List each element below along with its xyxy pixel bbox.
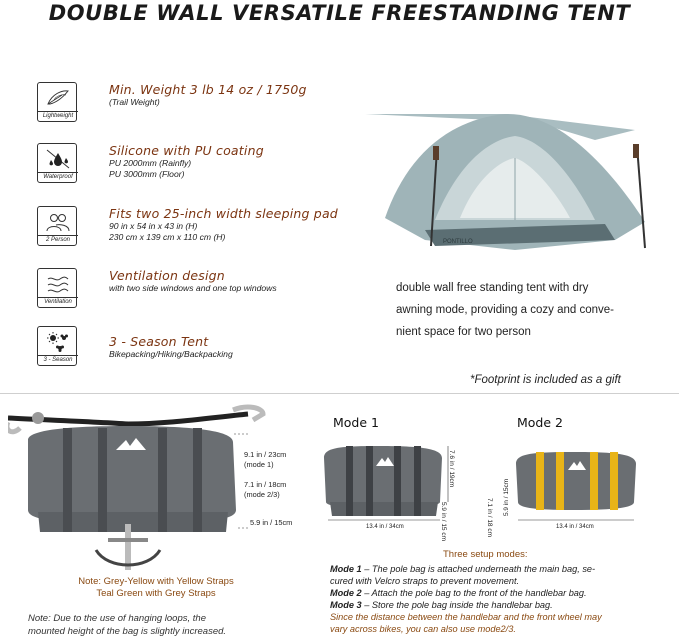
tent-description-line: nient space for two person (396, 326, 531, 338)
feature-title: 3 - Season Tent (109, 334, 209, 349)
two-person-icon (44, 210, 72, 234)
feature-three-season (37, 326, 367, 378)
color-note: Note: Grey-Yellow with Yellow Straps Teal Green with Grey Straps (78, 576, 234, 599)
bag-height-dim: 9.1 in / 23cm (mode 1) (244, 450, 287, 469)
tent-brand: PONTILLO (443, 239, 473, 245)
feature-detail: PU 3000mm (Floor) (109, 169, 185, 179)
setup-modes-heading: Three setup modes: (443, 549, 528, 560)
feather-icon (44, 86, 72, 110)
setup-warning: Since the distance between the handlebar and the front wheel may (330, 612, 602, 622)
feature-detail: PU 2000mm (Rainfly) (109, 158, 192, 168)
feature-title: Min. Weight 3 lb 14 oz / 1750g (109, 82, 307, 97)
feature-waterproof (37, 143, 367, 195)
feature-ventilation (37, 268, 367, 320)
feature-detail: 90 in x 54 in x 43 in (H) (109, 221, 198, 231)
setup-mode-1-cont: cured with Velcro straps to prevent movement. (330, 576, 520, 586)
seasons-icon (44, 330, 72, 354)
handlebar-bag-image (8, 400, 268, 570)
section-divider (0, 393, 679, 394)
mode-1-depth-dim: 5.9 in / 15 cm (440, 502, 447, 542)
page-title: DOUBLE WALL VERSATILE FREESTANDING TENT (48, 1, 631, 25)
setup-mode-3: Mode 3 – Store the pole bag inside the handlebar bag. (330, 600, 553, 610)
icon-label: 3 - Season (38, 355, 78, 365)
icon-label: 2 Person (38, 235, 78, 245)
water-drops-icon (44, 147, 72, 171)
feature-detail: (Trail Weight) (109, 97, 160, 107)
feature-icon-box (37, 82, 77, 122)
icon-label: Waterproof (38, 172, 78, 182)
icon-label: Ventilation (38, 297, 78, 307)
svg-text:13.4 in / 34cm: 13.4 in / 34cm (556, 524, 594, 530)
mode-1-height-dim: 7.6 in / 19cm (448, 450, 455, 488)
mode-2-depth-dim: 7.1 in / 18 cm (486, 498, 493, 538)
feature-lightweight (37, 82, 367, 134)
bag-depth-dim: 5.9 in / 15cm (250, 518, 293, 527)
feature-detail: 230 cm x 139 cm x 110 cm (H) (109, 232, 226, 242)
tent-description-line: double wall free standing tent with dry (396, 282, 589, 294)
feature-icon-box (37, 143, 77, 183)
tent-image (365, 100, 665, 260)
feature-two-person (37, 206, 367, 258)
mode-1-bag-image (318, 440, 458, 530)
setup-warning: vary across bikes, you can also use mode2/3. (330, 624, 516, 634)
bag-height-dim-mode23: 7.1 in / 18cm (mode 2/3) (244, 480, 287, 499)
setup-modes-list (330, 563, 675, 635)
mode-2-bag-image (508, 448, 648, 530)
setup-mode-2: Mode 2 – Attach the pole bag to the front of the handlebar bag. (330, 588, 587, 598)
mode-2-label: Mode 2 (517, 415, 563, 430)
mode-1-label: Mode 1 (333, 415, 379, 430)
svg-text:13.4 in / 34cm: 13.4 in / 34cm (366, 524, 404, 530)
feature-title: Ventilation design (109, 268, 225, 283)
feature-title: Fits two 25-inch width sleeping pad (109, 206, 338, 221)
feature-icon-box (37, 326, 77, 366)
feature-icon-box (37, 206, 77, 246)
footprint-note: *Footprint is included as a gift (470, 374, 621, 386)
wind-icon (44, 272, 72, 296)
feature-title: Silicone with PU coating (109, 143, 264, 158)
mode-2-height-dim: 5.9 in / 15cm (503, 478, 510, 516)
icon-label: Lightweight (38, 111, 78, 121)
feature-detail: Bikepacking/Hiking/Backpacking (109, 349, 233, 359)
hanging-loops-note: Note: Due to the use of hanging loops, the mounted height of the bag is slightly increased. (28, 613, 227, 637)
setup-mode-1: Mode 1 – The pole bag is attached underneath the main bag, se- (330, 564, 596, 574)
feature-icon-box (37, 268, 77, 308)
tent-description (396, 277, 666, 343)
tent-description-line: awning mode, providing a cozy and conve- (396, 304, 614, 316)
feature-detail: with two side windows and one top windows (109, 283, 277, 293)
